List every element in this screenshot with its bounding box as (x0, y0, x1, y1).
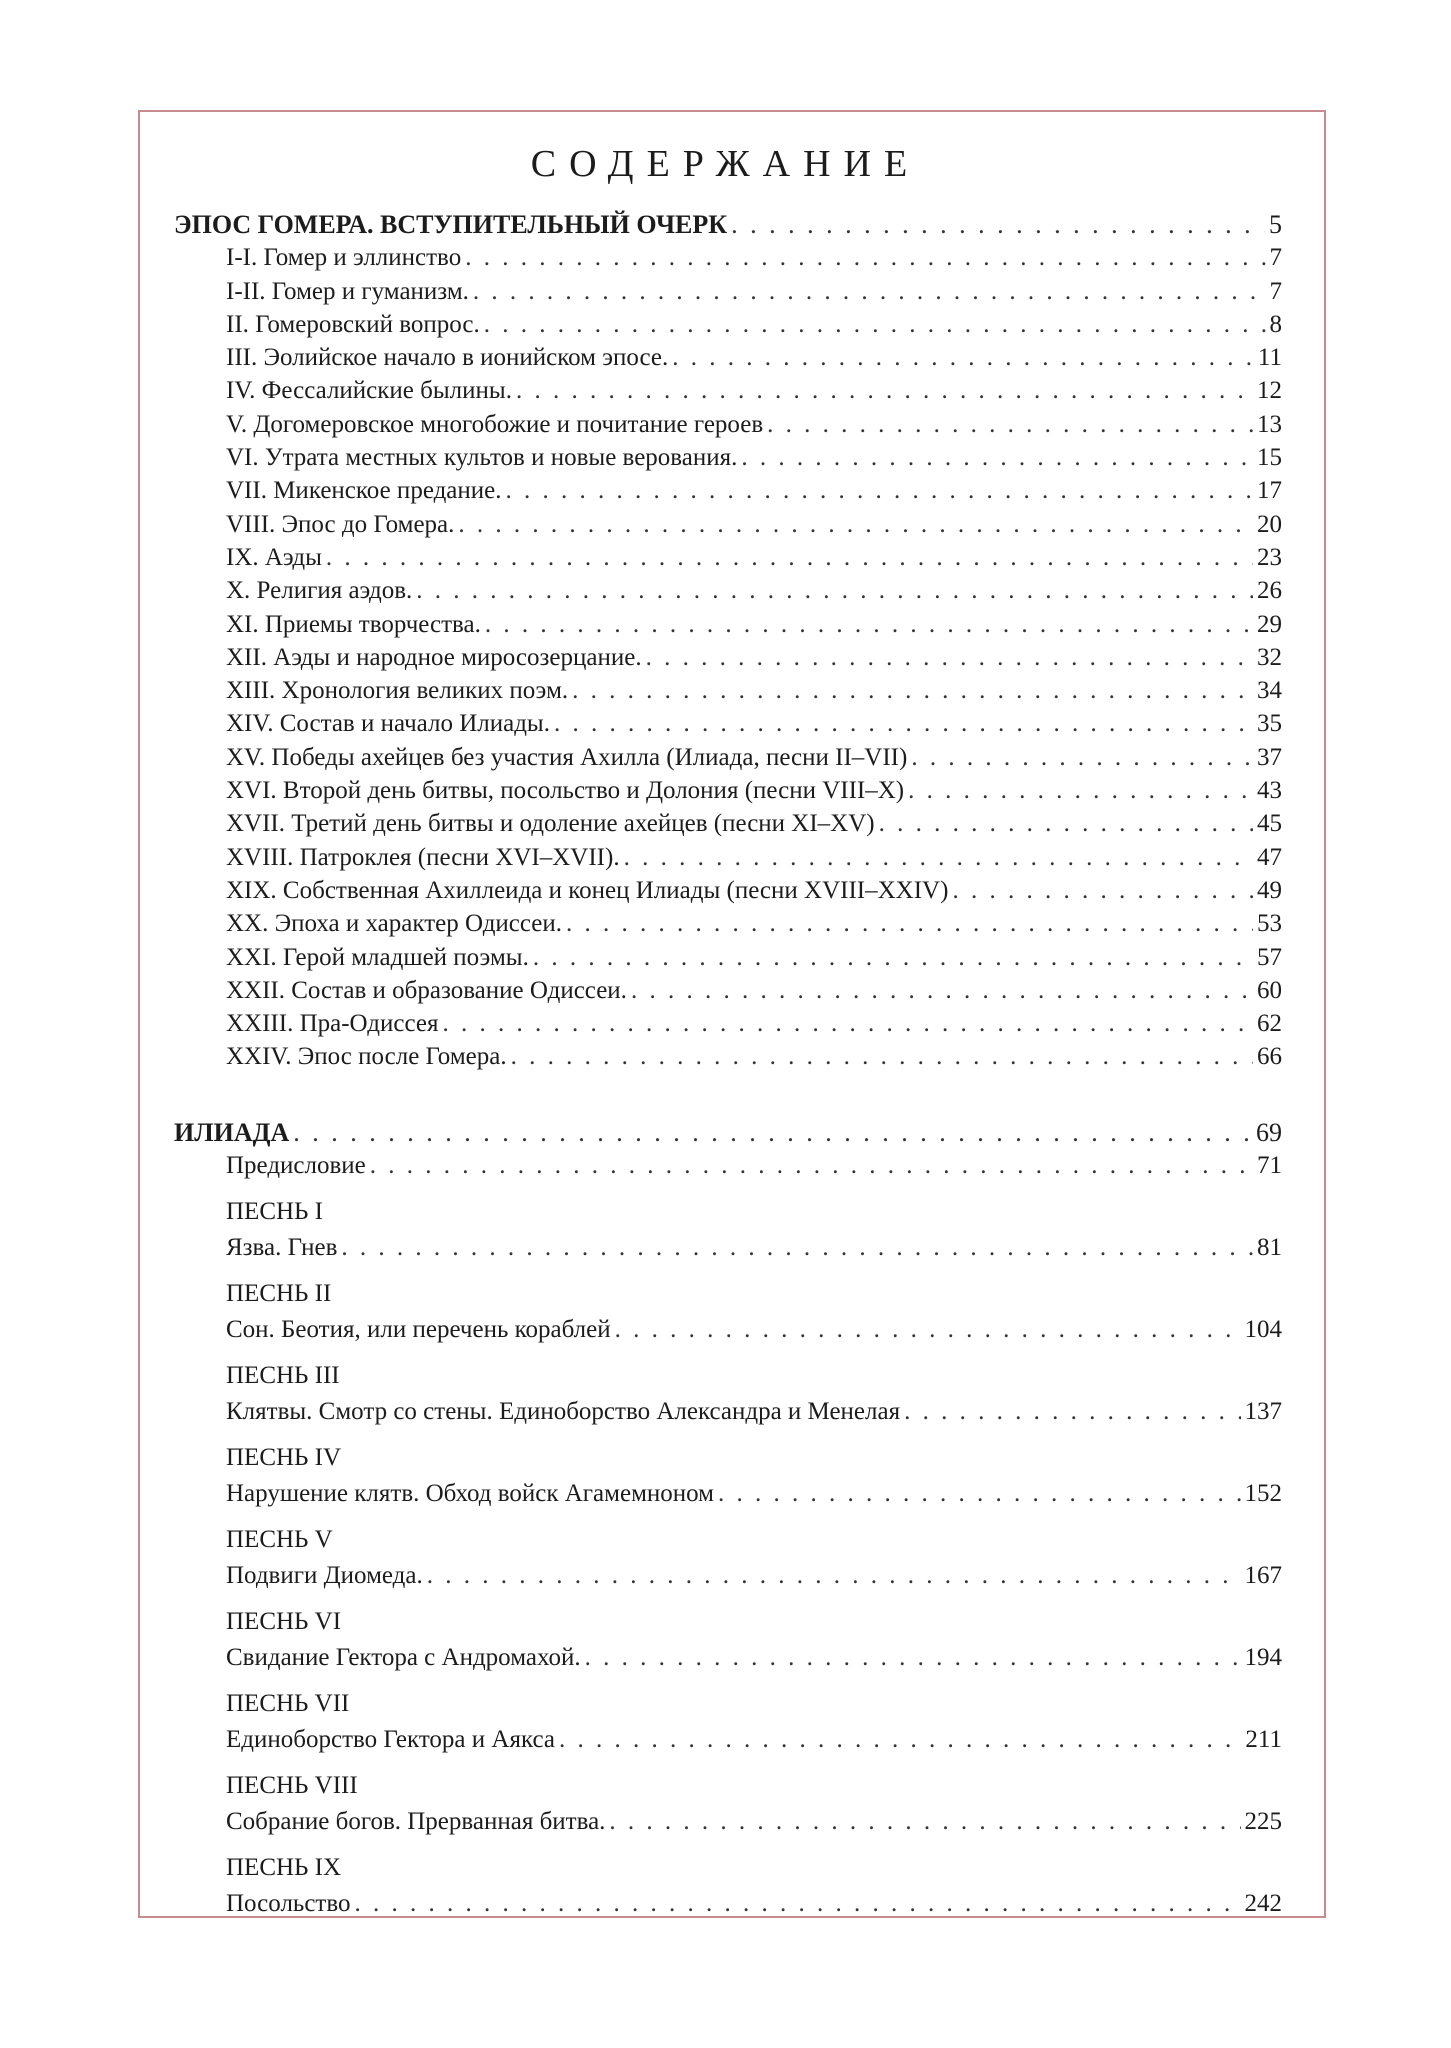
dot-leader (484, 308, 1266, 341)
toc-entry-label: XIX. Собственная Ахиллеида и конец Илиады (песни XVIII–XXIV) (226, 876, 949, 904)
song-heading: ПЕСНЬ VIII (226, 1772, 358, 1800)
toc-entry[interactable] (226, 807, 1282, 840)
dot-leader (370, 1149, 1253, 1182)
toc-entry-label: XVI. Второй день битвы, посольство и Долония (песни VIII–X) (226, 777, 905, 805)
toc-entry-song[interactable] (226, 1723, 1282, 1763)
toc-entry-label: Язва. Гнев (226, 1234, 338, 1262)
toc-section-label: ЭПОС ГОМЕРА. ВСТУПИТЕЛЬНЫЙ ОЧЕРК (174, 210, 728, 239)
toc-page-number: 43 (1257, 777, 1282, 805)
toc-page-number: 242 (1244, 1890, 1282, 1918)
toc-page-number: 71 (1257, 1152, 1282, 1180)
toc-entry-label: XIII. Хронология великих поэм. (226, 677, 569, 705)
dot-leader (615, 1313, 1241, 1346)
dot-leader (904, 1395, 1240, 1428)
toc-page-number: 32 (1257, 643, 1282, 671)
toc-entry-label: I-I. Гомер и эллинство (226, 244, 462, 272)
toc-entry[interactable] (226, 374, 1282, 407)
toc-page-number: 37 (1257, 743, 1282, 771)
toc-page-number: 225 (1244, 1808, 1282, 1836)
toc-entry-song[interactable] (226, 1313, 1282, 1353)
toc-page-number: 26 (1257, 577, 1282, 605)
toc-page-number: 211 (1245, 1726, 1282, 1754)
dot-leader (533, 941, 1253, 974)
toc-page-number: 194 (1244, 1644, 1282, 1672)
song-heading: ПЕСНЬ II (226, 1280, 332, 1308)
toc-entry-label: V. Догомеровское многобожие и почитание героев (226, 410, 764, 438)
toc-entry-label: IV. Фессалийские былины. (226, 377, 512, 405)
toc-entry-label: Нарушение клятв. Обход войск Агамемноном (226, 1480, 714, 1508)
dot-leader (585, 1641, 1241, 1674)
toc-entry[interactable] (226, 1007, 1282, 1040)
toc-page-number: 7 (1269, 277, 1282, 305)
toc-entry[interactable] (226, 275, 1282, 308)
dot-leader (911, 741, 1253, 774)
song-heading: ПЕСНЬ V (226, 1526, 333, 1554)
toc-page-number: 81 (1257, 1234, 1282, 1262)
toc-entry-song[interactable] (226, 1559, 1282, 1599)
toc-page-number: 5 (1269, 210, 1282, 239)
toc-page-number: 49 (1257, 876, 1282, 904)
toc-entry[interactable] (226, 474, 1282, 507)
dot-leader (354, 1887, 1240, 1920)
toc-page-number: 11 (1257, 344, 1282, 372)
toc-entry-label: XXI. Герой младшей поэмы. (226, 943, 529, 971)
dot-leader (624, 841, 1253, 874)
dot-leader (326, 541, 1253, 574)
dot-leader (572, 674, 1253, 707)
intro-chapter-list (174, 241, 1282, 1073)
toc-entry-label: XX. Эпоха и характер Одиссеи. (226, 910, 563, 938)
toc-entry[interactable] (226, 541, 1282, 574)
toc-page-number: 8 (1269, 310, 1282, 338)
toc-entry-label: VII. Микенское предание. (226, 477, 502, 505)
toc-entry-label: XII. Аэды и народное миросозерцание. (226, 643, 642, 671)
toc-entry-song[interactable] (226, 1805, 1282, 1845)
dot-leader (741, 441, 1253, 474)
toc-entry[interactable] (226, 1040, 1282, 1073)
dot-leader (767, 408, 1253, 441)
dot-leader (516, 374, 1253, 407)
toc-entry[interactable] (226, 341, 1282, 374)
toc-page-number: 62 (1257, 1010, 1282, 1038)
toc-entry[interactable] (226, 874, 1282, 907)
toc-entry[interactable] (226, 741, 1282, 774)
toc-entry[interactable] (226, 241, 1282, 274)
toc-entry-label: X. Религия аэдов. (226, 577, 413, 605)
toc-page-number: 12 (1257, 377, 1282, 405)
song-heading: ПЕСНЬ III (226, 1362, 340, 1390)
song-heading: ПЕСНЬ I (226, 1198, 323, 1226)
toc-page-number: 53 (1257, 910, 1282, 938)
dot-leader (442, 1007, 1253, 1040)
toc-page-number: 29 (1257, 610, 1282, 638)
toc-page-number: 45 (1257, 810, 1282, 838)
toc-entry-label: VI. Утрата местных культов и новые верования. (226, 444, 738, 472)
toc-page-number: 34 (1257, 677, 1282, 705)
toc-entry-label: Сон. Беотия, или перечень кораблей (226, 1316, 611, 1344)
toc-entry-label: XXIII. Пра-Одиссея (226, 1010, 439, 1038)
dot-leader (341, 1231, 1253, 1264)
toc-page-number: 47 (1257, 843, 1282, 871)
dot-leader (465, 241, 1265, 274)
toc-page-number: 137 (1244, 1398, 1282, 1426)
toc-entry-label: VIII. Эпос до Гомера. (226, 510, 455, 538)
toc-entry-label: Свидание Гектора с Андромахой. (226, 1644, 581, 1672)
toc-entry[interactable] (226, 974, 1282, 1007)
dot-leader (952, 874, 1253, 907)
dot-leader (879, 807, 1253, 840)
dot-leader (511, 1040, 1253, 1073)
toc-page-number: 167 (1244, 1562, 1282, 1590)
toc-entry-label: XVII. Третий день битвы и одоление ахейцев (песни XI–XV) (226, 810, 875, 838)
dot-leader (646, 641, 1253, 674)
song-heading: ПЕСНЬ IX (226, 1854, 342, 1882)
toc-page-number: 57 (1257, 943, 1282, 971)
toc-entry-label: XXIV. Эпос после Гомера. (226, 1043, 507, 1071)
toc-entry[interactable] (226, 841, 1282, 874)
toc-entry-label: I-II. Гомер и гуманизм. (226, 277, 469, 305)
toc-entry-label: III. Эолийское начало в ионийском эпосе. (226, 344, 669, 372)
toc-entry-song[interactable] (226, 1395, 1282, 1435)
toc-entry[interactable] (226, 408, 1282, 441)
dot-leader (427, 1559, 1241, 1592)
toc-page-number: 15 (1257, 444, 1282, 472)
toc-entry-label: Клятвы. Смотр со стены. Единоборство Александра и Менелая (226, 1398, 901, 1426)
toc-entry-label: XIV. Состав и начало Илиады. (226, 710, 550, 738)
dot-leader (908, 774, 1253, 807)
toc-page-number: 20 (1257, 510, 1282, 538)
toc-section-intro[interactable] (174, 208, 1282, 241)
toc-entry[interactable] (226, 774, 1282, 807)
song-heading: ПЕСНЬ IV (226, 1444, 342, 1472)
toc-entry-preface[interactable] (226, 1149, 1282, 1189)
toc-entry-song[interactable] (226, 1231, 1282, 1271)
dot-leader (293, 1116, 1252, 1149)
dot-leader (473, 275, 1266, 308)
dot-leader (506, 474, 1253, 507)
iliad-song-list (174, 1195, 1282, 1927)
toc-page-number: 152 (1244, 1480, 1282, 1508)
toc-entry[interactable] (226, 641, 1282, 674)
song-heading: ПЕСНЬ VI (226, 1608, 342, 1636)
toc-entry-song[interactable] (226, 1887, 1282, 1927)
toc-entry-label: IX. Аэды (226, 543, 322, 571)
toc-page-number: 7 (1269, 244, 1282, 272)
toc-entry[interactable] (226, 574, 1282, 607)
toc-section-iliad[interactable] (174, 1116, 1282, 1149)
dot-leader (458, 508, 1253, 541)
toc-entry[interactable] (226, 441, 1282, 474)
dot-leader (672, 341, 1254, 374)
dot-leader (609, 1805, 1240, 1838)
toc-section-label: ИЛИАДА (174, 1117, 290, 1147)
dot-leader (718, 1477, 1241, 1510)
toc-entry[interactable] (226, 608, 1282, 641)
toc-entry-label: Посольство (226, 1890, 351, 1918)
toc-entry[interactable] (226, 941, 1282, 974)
toc-page-number: 104 (1244, 1316, 1282, 1344)
dot-leader (566, 907, 1253, 940)
toc-entry[interactable] (226, 907, 1282, 940)
toc-entry-label: Подвиги Диомеда. (226, 1562, 423, 1590)
page-title: СОДЕРЖАНИЕ (530, 143, 921, 185)
toc-entry-label: II. Гомеровский вопрос. (226, 310, 480, 338)
toc-entry[interactable] (226, 674, 1282, 707)
dot-leader (554, 707, 1253, 740)
toc-entry[interactable] (226, 707, 1282, 740)
dot-leader (485, 608, 1253, 641)
toc-entry[interactable] (226, 308, 1282, 341)
toc-entry-song[interactable] (226, 1641, 1282, 1681)
toc-page-number: 23 (1257, 543, 1282, 571)
song-heading: ПЕСНЬ VII (226, 1690, 350, 1718)
dot-leader (731, 208, 1265, 241)
dot-leader (559, 1723, 1241, 1756)
toc-page-number: 13 (1257, 410, 1282, 438)
toc-entry-label: Предисловие (226, 1152, 366, 1180)
toc-entry-label: XXII. Состав и образование Одиссеи. (226, 976, 627, 1004)
dot-leader (416, 574, 1253, 607)
table-of-contents (174, 208, 1282, 1927)
toc-entry-label: XVIII. Патроклея (песни XVI–XVII). (226, 843, 620, 871)
toc-entry-label: XV. Победы ахейцев без участия Ахилла (Илиада, песни II–VII) (226, 743, 908, 771)
toc-page-number: 35 (1257, 710, 1282, 738)
toc-entry-song[interactable] (226, 1477, 1282, 1517)
toc-page-number: 60 (1257, 976, 1282, 1004)
toc-entry[interactable] (226, 508, 1282, 541)
toc-page-number: 17 (1257, 477, 1282, 505)
toc-page-number: 66 (1257, 1043, 1282, 1071)
toc-entry-label: Единоборство Гектора и Аякса (226, 1726, 555, 1754)
dot-leader (631, 974, 1253, 1007)
toc-entry-label: Собрание богов. Прерванная битва. (226, 1808, 606, 1836)
toc-entry-label: XI. Приемы творчества. (226, 610, 481, 638)
toc-page-number: 69 (1256, 1117, 1282, 1147)
